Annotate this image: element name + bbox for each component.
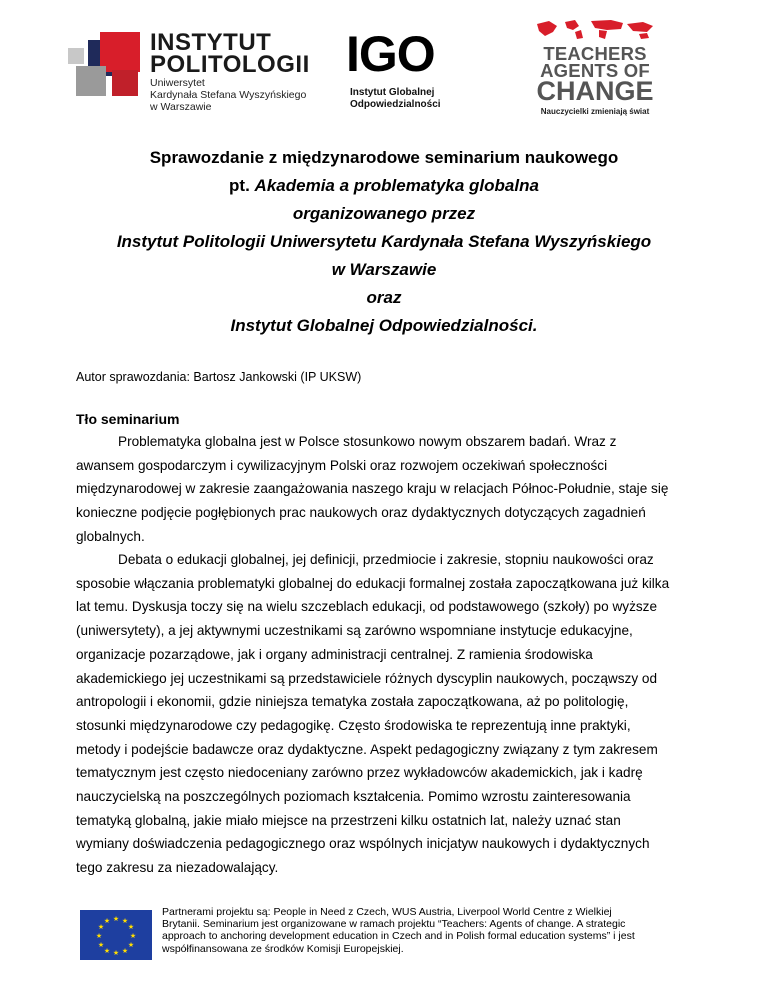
paragraph-2-line: wymiany doświadczenia pedagogicznego oraz wspólnych inicjatyw naukowych i dydaktycznych: [76, 836, 650, 852]
title-line7: Instytut Globalnej Odpowiedzialności.: [230, 316, 538, 335]
paragraph-2-line: tego zakresu za niezadowalający.: [76, 860, 279, 876]
logo-sub-line3: w Warszawie: [150, 101, 212, 113]
title-line1: Sprawozdanie z międzynarodowe seminarium naukowego: [149, 148, 619, 167]
title-line3: organizowanego przez: [292, 204, 476, 223]
paragraph-2-line: metody i podejście badawcze oraz dydaktyczne. Aspekt pedagogiczny związany z tym zakresem: [76, 741, 658, 757]
footer-line: Brytanii. Seminarium jest organizowane w ramach projektu “Teachers: Agents of change. A strategic: [162, 918, 626, 931]
eu-flag-icon: [80, 910, 152, 960]
paragraph-2-line: tematycznym jest często niedoceniany zarówno przez wykładowców akademickich, jak i kadrę: [76, 765, 643, 781]
paragraph-1-line: konieczne podjęcie pogłębionych prac naukowych oraz dydaktycznych dotyczących zagadnień: [76, 505, 646, 521]
igo-sub-line1: Instytut Globalnej: [350, 87, 435, 98]
footer-line: Partnerami projektu są: People in Need z Czech, WUS Austria, Liverpool World Centre z Wielkiej: [162, 906, 612, 918]
footer-line: współfinansowana ze środków Komisji Europejskiej.: [162, 942, 404, 955]
svg-text:★: ★: [121, 947, 129, 955]
svg-text:★: ★: [95, 932, 103, 940]
svg-text:★: ★: [127, 923, 135, 931]
tac-change: CHANGE: [536, 76, 654, 106]
logo-sub-line1: Uniwersytet: [150, 77, 205, 89]
igo-logo-text: IGO: [346, 26, 435, 82]
instytut-politologii-logo: [68, 29, 318, 113]
svg-text:★: ★: [121, 917, 129, 925]
svg-text:★: ★: [103, 947, 111, 955]
paragraph-2-line: organizacje pozarządowe, jak i organy administracji centralnej. Z ramienia środowiska: [76, 646, 593, 662]
footer-text: [162, 906, 702, 955]
paragraph-2-line: Debata o edukacji globalnej, jej definicji, przedmiocie i zakresie, stopniu naukowości oraz: [118, 552, 654, 567]
paragraph-2-line: lat temu. Dyskusja toczy się na wielu szczeblach edukacji, od podstawowego (szkoły) po wyższe: [76, 599, 658, 615]
logo-sub-line2: Kardynała Stefana Wyszyńskiego: [150, 89, 307, 101]
teachers-agents-of-change-logo: [535, 18, 655, 118]
section-heading: Tło seminarium: [76, 411, 180, 427]
paragraph-2-line: stosunki międzynarodowe czy pedagogikę. Często środowiska te reprezentują inne praktyki,: [76, 717, 631, 733]
logo-square-gray: [76, 66, 106, 96]
paragraph-2-line: akademickiego jej uczestnikami są przedstawiciele różnych dyscyplin naukowych, począwszy od: [76, 670, 658, 686]
logo-square-red-small: [112, 70, 138, 96]
svg-text:★: ★: [103, 917, 111, 925]
logo-title-line1: INSTYTUT: [150, 29, 272, 56]
tac-line1: TEACHERS: [543, 43, 647, 64]
igo-sub-line2: Odpowiedzialności: [350, 99, 441, 110]
paragraph-2-line: antropologii i ekonomii, gdzie niniejsza tematyka została zapoczątkowana, aż po politologię,: [76, 694, 629, 710]
paragraph-2-line: nauczycielską na poszczególnych poziomach kształcenia. Pomimo wzrostu zainteresowania: [76, 789, 631, 805]
title-line2-italic: Akademia a problematyka globalna: [254, 176, 539, 195]
paragraph-2-line: sposobie włączania problematyki globalnej do edukacji formalnej została zapoczątkowana już kilka: [76, 575, 670, 591]
svg-text:★: ★: [97, 923, 105, 931]
report-author: Autor sprawozdania: Bartosz Jankowski (IP UKSW): [76, 370, 362, 384]
paragraph-2-line: (uniwersytety), a jej aktywnymi uczestnikami są zarówno wspomniane instytucje edukacyjne,: [76, 623, 633, 639]
logo-square-red: [100, 32, 140, 72]
svg-text:★: ★: [129, 932, 137, 940]
title-line5: w Warszawie: [331, 260, 437, 279]
title-line2-prefix: pt.: [229, 176, 255, 195]
logo-title-line2: POLITOLOGII: [150, 51, 310, 78]
paragraph-1-line: awansem gospodarczym i cywilizacyjnym Polski oraz rozwojem oczekiwań społeczności: [76, 457, 608, 473]
title-line4: Instytut Politologii Uniwersytetu Kardynała Stefana Wyszyńskiego: [116, 232, 652, 251]
paragraph-1-line: Problematyka globalna jest w Polsce stosunkowo nowym obszarem badań. Wraz z: [118, 434, 617, 449]
world-map-icon: [535, 18, 655, 40]
footer-line: approach to anchoring development education in Czech and in Polish formal education systems” i jest: [162, 930, 635, 943]
svg-text:★: ★: [112, 915, 120, 923]
svg-text:★: ★: [97, 941, 105, 949]
title-line2: [0, 176, 768, 196]
svg-text:★: ★: [112, 949, 120, 957]
paragraph-1-line: międzynarodowej w zakresie zaangażowania naszego kraju w relacjach Północ-Południe, staje się: [76, 481, 669, 497]
title-line6: oraz: [366, 288, 402, 307]
paragraph-1-line: globalnych.: [76, 528, 145, 544]
igo-logo: [346, 26, 466, 112]
tac-line2: AGENTS OF: [540, 60, 650, 81]
logo-square-gray-small: [68, 48, 84, 64]
svg-text:★: ★: [127, 941, 135, 949]
paragraph-2: [76, 548, 696, 880]
paragraph-2-line: tematyką globalną, jakie miało miejsce na przestrzeni kilku ostatnich lat, należy uznać stan: [76, 812, 621, 828]
tac-subtitle: Nauczycielki zmieniają świat: [540, 107, 650, 116]
paragraph-1: [76, 430, 696, 549]
